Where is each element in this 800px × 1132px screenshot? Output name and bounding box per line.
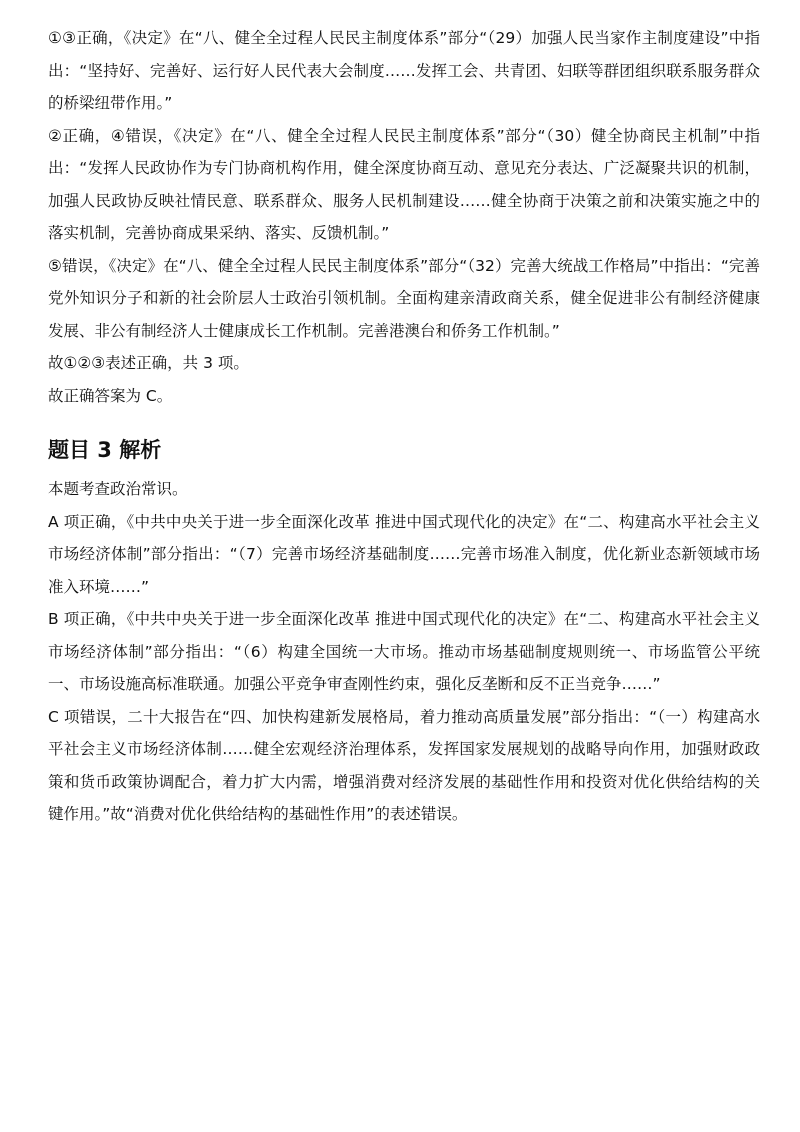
document-page xyxy=(48,22,760,831)
paragraph-q2-statement-2-4: ②正确，④错误，《决定》在“八、健全全过程人民民主制度体系”部分“（30）健全协商民主机制”中指出：“发挥人民政协作为专门协商机构作用，健全深度协商互动、意见充分表达、广泛凝聚共识的机制，加强人民政协反映社情民意、联系群众、服务人民机制建设……健全协商于决策之前和决策实施之中的落实机制，完善协商成果采纳、落实、反馈机制。” xyxy=(48,126,760,242)
paragraph-q2-statement-1-3: ①③正确，《决定》在“八、健全全过程人民民主制度体系”部分“（29）加强人民当家作主制度建设”中指出：“坚持好、完善好、运行好人民代表大会制度……发挥工会、共青团、妇联等群团组织联系服务群众的桥梁纽带作用。” xyxy=(48,29,760,112)
paragraph-q2-summary: 故①②③表述正确，共 3 项。 xyxy=(48,354,249,372)
paragraph-q3-option-c: C 项错误，二十大报告在“四、加快构建新发展格局，着力推动高质量发展”部分指出：“（一）构建高水平社会主义市场经济体制……健全宏观经济治理体系，发挥国家发展规划的战略导向作用，加强财政政策和货币政策协调配合，着力扩大内需，增强消费对经济发展的基础性作用和投资对优化供给结构的关键作用。”故“消费对优化供给结构的基础性作用”的表述错误。 xyxy=(48,707,760,823)
paragraph-q2-statement-5: ⑤错误，《决定》在“八、健全全过程人民民主制度体系”部分“（32）完善大统战工作格局”中指出：“完善党外知识分子和新的社会阶层人士政治引领机制。全面构建亲清政商关系，健全促进非公有制经济健康发展、非公有制经济人士健康成长工作机制。完善港澳台和侨务工作机制。” xyxy=(48,256,760,340)
paragraph-q3-option-b: B 项正确，《中共中央关于进一步全面深化改革 推进中国式现代化的决定》在“二、构建高水平社会主义市场经济体制”部分指出：“（6）构建全国统一大市场。推动市场基础制度规则统一、市场监管公平统一、市场设施高标准联通。加强公平竞争审查刚性约束，强化反垄断和反不正当竞争……” xyxy=(48,610,760,693)
paragraph-q2-answer: 故正确答案为 C。 xyxy=(48,386,173,405)
paragraph-q3-option-a: A 项正确，《中共中央关于进一步全面深化改革 推进中国式现代化的决定》在“二、构建高水平社会主义市场经济体制”部分指出：“（7）完善市场经济基础制度……完善市场准入制度，优化新业态新领域市场准入环境……” xyxy=(48,512,760,596)
paragraph-q3-topic: 本题考查政治常识。 xyxy=(48,480,188,498)
section-heading-q3: 题目 3 解析 xyxy=(48,438,162,462)
